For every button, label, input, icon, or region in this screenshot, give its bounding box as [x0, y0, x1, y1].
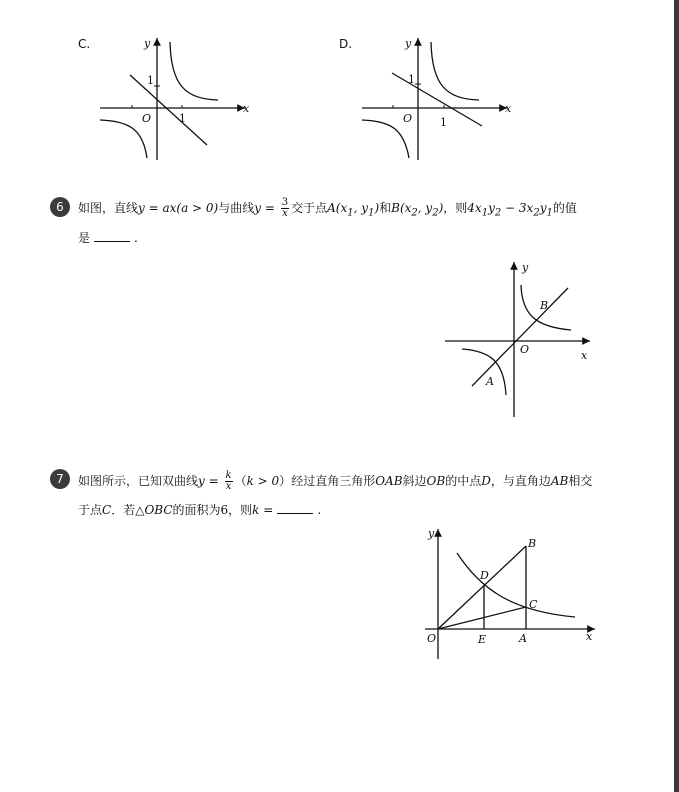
hyperbola — [457, 553, 575, 617]
x-one: 1 — [179, 112, 186, 125]
page-edge — [674, 0, 679, 792]
origin-label: O — [520, 343, 530, 356]
question-6-figure — [440, 255, 605, 420]
curve-q3 — [100, 120, 147, 158]
question-7-number: 7 — [50, 469, 70, 489]
y-label: y — [428, 527, 435, 540]
curve-q1 — [431, 42, 479, 100]
question-7-line-2: 于点C．若△OBC的面积为6，则k = . — [78, 503, 322, 517]
question-6-line-2: 是 . — [78, 231, 138, 245]
answer-blank[interactable] — [277, 501, 313, 514]
segment-oc — [438, 607, 526, 629]
option-d-label[interactable]: D. — [339, 37, 353, 51]
y-one: 1 — [147, 74, 154, 87]
point-e-label: E — [478, 633, 487, 646]
fraction-k-over-x: $\frac{k}{x}$ — [225, 470, 232, 492]
y-label: y — [522, 261, 529, 274]
origin-label: O — [403, 112, 413, 125]
point-a-label: A — [519, 632, 527, 645]
point-a-label: A — [486, 375, 494, 388]
curve-q1 — [170, 42, 218, 100]
line — [472, 288, 568, 386]
origin-label: O — [142, 112, 152, 125]
option-d-graph — [352, 30, 522, 165]
y-label: y — [144, 37, 151, 50]
option-c-graph — [90, 30, 260, 165]
segment-ob — [438, 546, 526, 629]
x-one: 1 — [440, 116, 447, 129]
point-c-label: C — [529, 598, 538, 611]
question-6-number: 6 — [50, 197, 70, 217]
y-one: 1 — [408, 73, 415, 86]
question-6-line-1: 如图，直线y = ax(a > 0)与曲线y = $\frac{3}{x}$ 交于点$A(x_1$, $y_1$)和$B(x_2$, $y_2$)，则$4x_1y_2 - 3x_2y_1$的值 — [78, 197, 577, 219]
curve-q3 — [462, 349, 506, 395]
x-label: x — [243, 102, 250, 115]
line — [130, 75, 207, 145]
answer-blank[interactable] — [94, 229, 130, 242]
origin-label: O — [427, 632, 437, 645]
curve-q3 — [362, 120, 409, 158]
x-label: x — [581, 349, 588, 362]
question-7-figure — [420, 522, 610, 667]
fraction-3-over-x: $\frac{3}{x}$ — [281, 197, 289, 219]
point-b-label: B — [528, 537, 537, 550]
point-d-label: D — [480, 569, 489, 582]
point-b-label: B — [540, 299, 549, 312]
y-label: y — [405, 37, 412, 50]
question-7-line-1: 如图所示，已知双曲线y = $\frac{k}{x}$ （k > 0）经过直角三角形OAB斜边OB的中点D，与直角边AB相交 — [78, 470, 593, 492]
option-c-label[interactable]: C. — [78, 37, 91, 51]
x-label: x — [505, 102, 512, 115]
x-label: x — [586, 630, 593, 643]
